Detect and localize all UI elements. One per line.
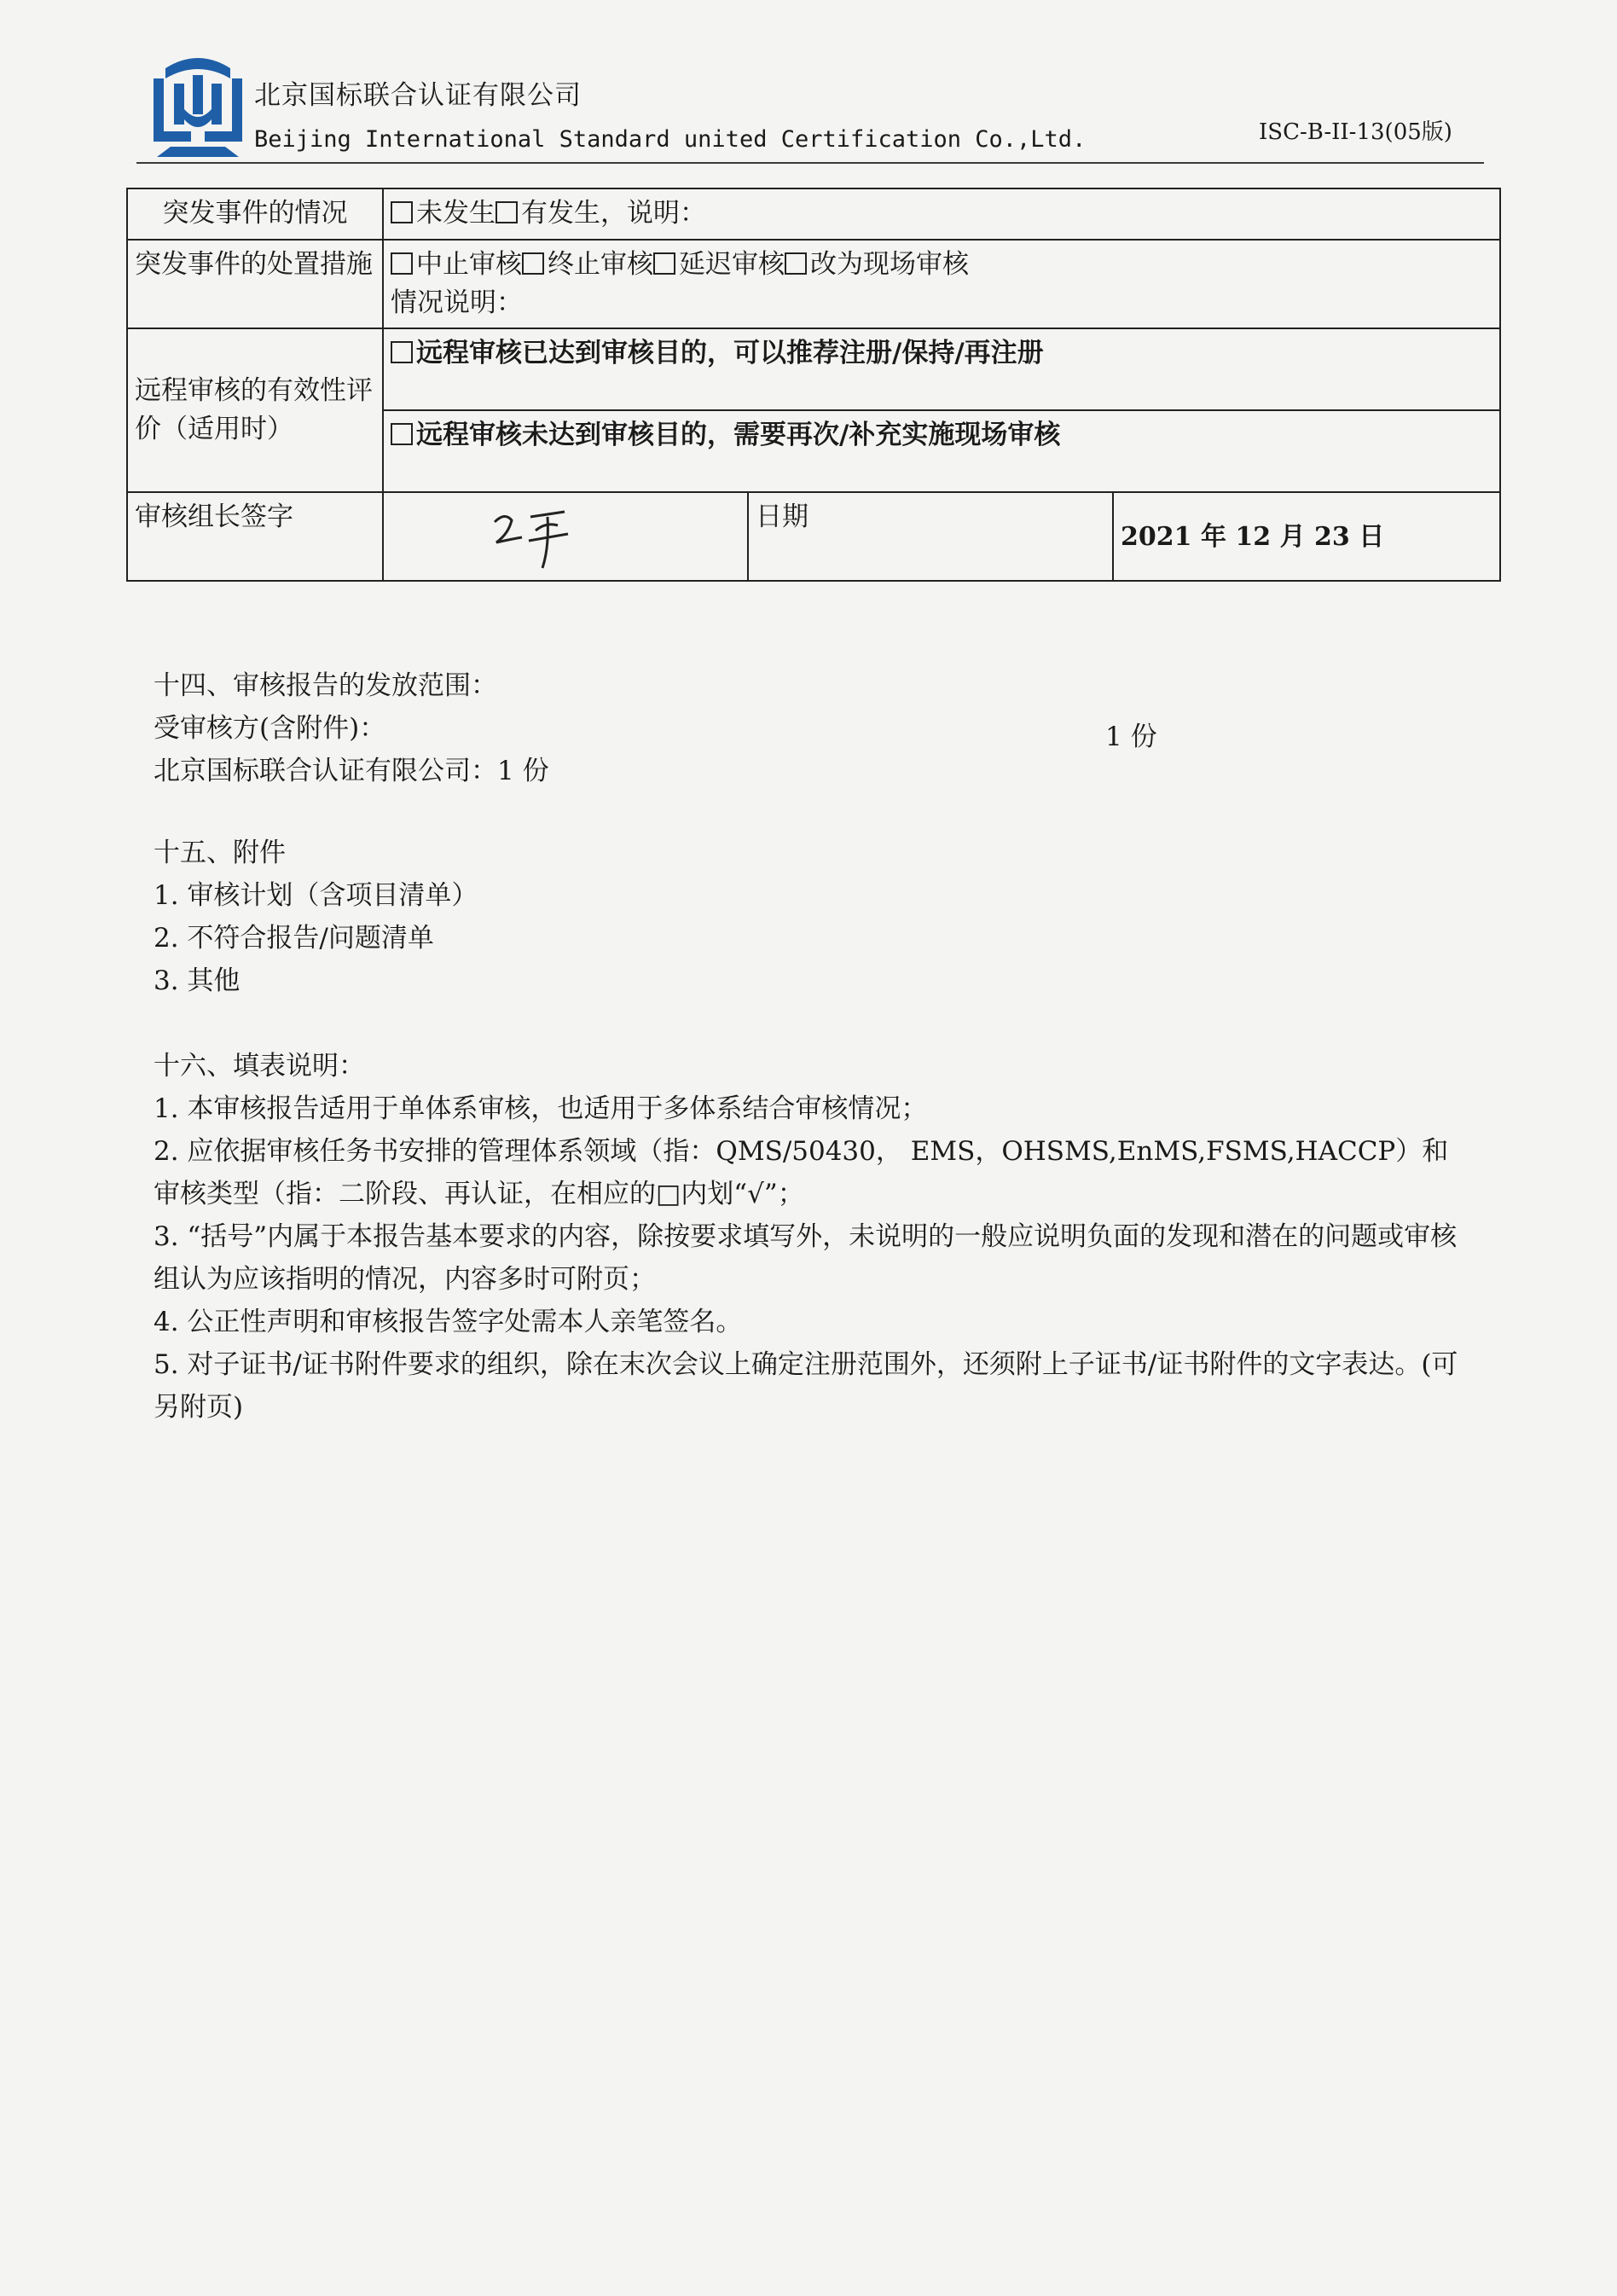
option-terminate-audit: 终止审核 (548, 249, 653, 280)
table-row (127, 328, 1500, 410)
list-item: 2. 不符合报告/问题清单 (154, 923, 434, 954)
company-logo-icon (145, 53, 251, 159)
row-label-incident-status: 突发事件的情况 (127, 188, 383, 240)
section14-title: 十四、审核报告的发放范围： (154, 670, 497, 701)
list-item: 1. 本审核报告适用于单体系审核，也适用于多体系结合审核情况； (154, 1093, 928, 1124)
handwritten-signature (486, 496, 580, 573)
checkbox-terminate-audit[interactable] (522, 252, 544, 275)
table-row (127, 240, 1500, 328)
section14-auditee-copies: 受审核方(含附件)： (154, 713, 386, 744)
option-objective-not-achieved: 远程审核未达到审核目的，需要再次/补充实施现场审核 (416, 419, 1061, 450)
list-item: 3. 其他 (154, 965, 241, 996)
row-label-incident-handling: 突发事件的处置措施 (127, 240, 383, 328)
checkbox-occurred[interactable] (496, 201, 518, 223)
list-item: 1. 审核计划（含项目清单） (154, 880, 478, 911)
table-row (127, 492, 1500, 581)
option-occurred: 有发生，说明： (521, 198, 706, 229)
list-item: 2. 应依据审核任务书安排的管理体系领域（指：QMS/50430， EMS，OHSMS,EnMS,FSMS,HACCP）和审核类型（指：二阶段、再认证，在相应的□内划“√”； (154, 1136, 1449, 1209)
date-value-cell: 2021 年 12 月 23 日 (1113, 492, 1500, 581)
table-row (127, 188, 1500, 240)
handling-note: 情况说明： (391, 287, 523, 318)
option-onsite-audit: 改为现场审核 (810, 249, 969, 280)
handling-checkbox-line (391, 246, 1492, 284)
list-item: 4. 公正性声明和审核报告签字处需本人亲笔签名。 (154, 1307, 743, 1337)
company-name-en: Beijing International Standard united Certification Co.,Ltd. (254, 126, 1087, 153)
section15-title: 十五、附件 (154, 838, 286, 868)
checkbox-not-occurred[interactable] (391, 201, 413, 223)
section14-auditee-count: 1 份 (1105, 722, 1157, 752)
row-label-remote-effectiveness: 远程审核的有效性评价（适用时） (127, 328, 383, 492)
effectiveness-option-achieved (383, 328, 1500, 410)
audit-form-table (126, 188, 1501, 582)
option-not-occurred: 未发生 (416, 198, 496, 229)
checkbox-objective-not-achieved[interactable] (391, 423, 413, 445)
row-label-lead-signature: 审核组长签字 (127, 492, 383, 581)
header-divider (136, 162, 1484, 164)
effectiveness-option-not-achieved (383, 410, 1500, 492)
incident-handling-options (383, 240, 1500, 328)
checkbox-suspend-audit[interactable] (391, 252, 413, 275)
option-objective-achieved: 远程审核已达到审核目的，可以推荐注册/保持/再注册 (416, 337, 1044, 368)
section14-company-copies: 北京国标联合认证有限公司：1 份 (154, 756, 549, 786)
company-name-cn: 北京国标联合认证有限公司 (254, 80, 582, 111)
incident-status-options (383, 188, 1500, 240)
option-suspend-audit: 中止审核 (416, 249, 522, 280)
section16-title: 十六、填表说明： (154, 1051, 365, 1081)
checkbox-onsite-audit[interactable] (785, 252, 807, 275)
option-delay-audit: 延迟审核 (679, 249, 785, 280)
list-item: 3. “括号”内属于本报告基本要求的内容，除按要求填写外，未说明的一般应说明负面的发现和潜在的问题或审核组认为应该指明的情况，内容多时可附页； (154, 1221, 1458, 1295)
list-item: 5. 对子证书/证书附件要求的组织，除在末次会议上确定注册范围外，还须附上子证书/证书附件的文字表达。(可另附页) (154, 1349, 1458, 1423)
checkbox-objective-achieved[interactable] (391, 341, 413, 363)
checkbox-delay-audit[interactable] (653, 252, 675, 275)
date-label-cell: 日期 (748, 492, 1113, 581)
signature-cell[interactable] (383, 492, 748, 581)
document-code: ISC-B-II-13(05版) (1259, 119, 1452, 145)
